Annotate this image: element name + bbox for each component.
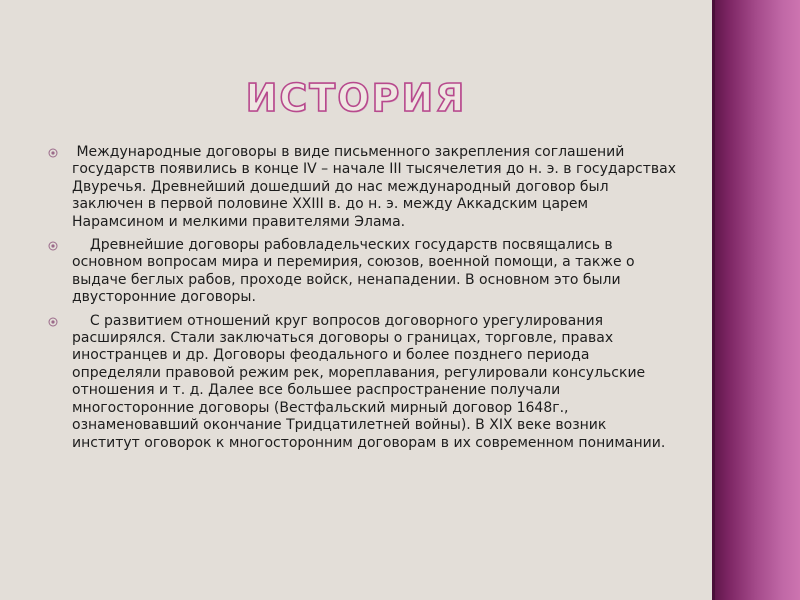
decorative-side-stripe bbox=[712, 0, 800, 600]
bullet-text-2: Древнейшие договоры рабовладельческих государств посвящались в основном вопросам мира и перемирия, союзов, военной помощи, а также о выдаче беглых рабов, проходе войск, ненападении. В основном это были двусторонние договоры. bbox=[72, 237, 640, 306]
bullet-item-2 bbox=[48, 237, 678, 307]
bullet-item-3 bbox=[48, 313, 678, 452]
slide-title: ИСТОРИЯ bbox=[245, 76, 467, 120]
bullet-text-3: С развитием отношений круг вопросов договорного урегулирования расширялся. Стали заключаться договоры о границах, торговле, правах иностранцев и др. Договоры феодального и более позднего периода определяли правовой режим рек, мореплавания, регулировали консульские отношения и т. д. Далее все большее распространение получали многосторонние договоры (Вестфальский мирный договор 1648г., ознаменовавший окончание Тридцатилетней войны). В XIX веке возник институт оговорок к многосторонним договорам в их современном понимании. bbox=[72, 312, 666, 451]
circle-bullet-icon bbox=[48, 241, 58, 251]
bullet-text-1: Международные договоры в виде письменного закрепления соглашений государств появились в конце IV – начале III тысячелетия до н. э. в государствах Двуречья. Древнейший дошедший до нас международный договор был заключен в первой половине XXIII в. до н. э. между Аккадским царем Нарамсином и мелкими правителями Элама. bbox=[72, 144, 681, 230]
bullet-list bbox=[48, 144, 681, 458]
bullet-item-1 bbox=[48, 144, 681, 231]
decorative-stripe-edge bbox=[712, 0, 715, 600]
circle-bullet-icon bbox=[48, 148, 58, 158]
circle-bullet-icon bbox=[48, 317, 58, 327]
